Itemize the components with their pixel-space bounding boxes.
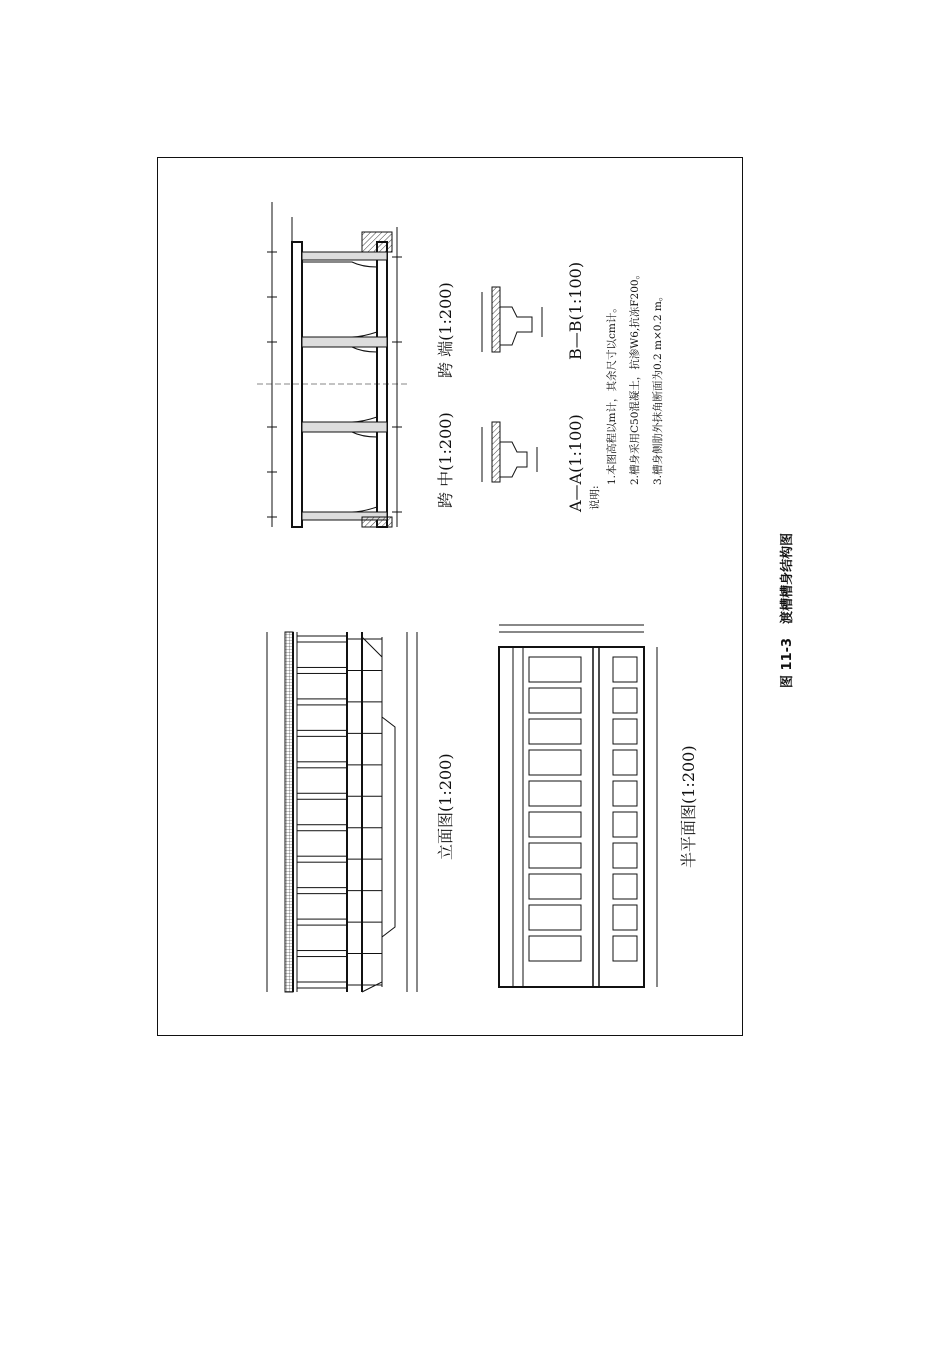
plan-panel-side	[613, 874, 637, 899]
elevation-rib	[297, 951, 347, 957]
elevation-rib	[297, 856, 347, 862]
elevation-rib	[297, 762, 347, 768]
plan-panel	[529, 781, 581, 806]
plan-panel-side	[613, 812, 637, 837]
view-title-span-end: 跨 端(1:200)	[436, 282, 455, 378]
figure-title: 渡槽槽身结构图	[780, 532, 795, 624]
elevation-view	[267, 632, 417, 992]
note-3: 3.槽身侧肋外抹角断面为0.2 m×0.2 m。	[652, 290, 664, 485]
section-aa-view	[482, 422, 537, 482]
half-plan-view	[499, 625, 657, 987]
plan-panel-side	[613, 657, 637, 682]
plan-panel-side	[613, 688, 637, 713]
plan-panel	[529, 719, 581, 744]
elevation-rib	[297, 636, 347, 642]
plan-panel	[529, 812, 581, 837]
plan-panel-side	[613, 905, 637, 930]
elevation-rib	[297, 793, 347, 799]
plan-panel	[529, 750, 581, 775]
view-title-midspan: 跨 中(1:200)	[436, 412, 455, 508]
plan-panel-side	[613, 936, 637, 961]
figure-caption	[776, 519, 795, 688]
elevation-rib	[297, 982, 347, 988]
elevation-rib	[297, 825, 347, 831]
note-1: 1.本图高程以m计，其余尺寸以cm计。	[606, 302, 618, 485]
view-title-half-plan: 半平面图(1:200)	[679, 745, 698, 868]
figure-number: 图 11-3	[780, 637, 795, 688]
section-bb-view	[482, 287, 542, 352]
view-title-elevation: 立面图(1:200)	[436, 753, 455, 860]
plan-panel	[529, 936, 581, 961]
elevation-rib	[297, 888, 347, 894]
view-title-section-aa: A—A(1:100)	[566, 414, 585, 512]
cross-section-view	[257, 202, 407, 527]
elevation-rib	[297, 667, 347, 673]
plan-panel	[529, 688, 581, 713]
plan-panel-side	[613, 719, 637, 744]
plan-panel	[529, 905, 581, 930]
notes-heading: 说明:	[589, 485, 601, 510]
note-2: 2.槽身采用C50混凝土，抗渗W6,抗冻F200。	[629, 268, 641, 485]
view-title-section-bb: B—B(1:100)	[566, 261, 585, 360]
elevation-rib	[297, 699, 347, 705]
elevation-rib	[297, 730, 347, 736]
elevation-rib	[297, 919, 347, 925]
plan-panel-side	[613, 781, 637, 806]
plan-panel-side	[613, 750, 637, 775]
plan-panel	[529, 657, 581, 682]
plan-panel	[529, 874, 581, 899]
plan-panel-side	[613, 843, 637, 868]
plan-panel	[529, 843, 581, 868]
